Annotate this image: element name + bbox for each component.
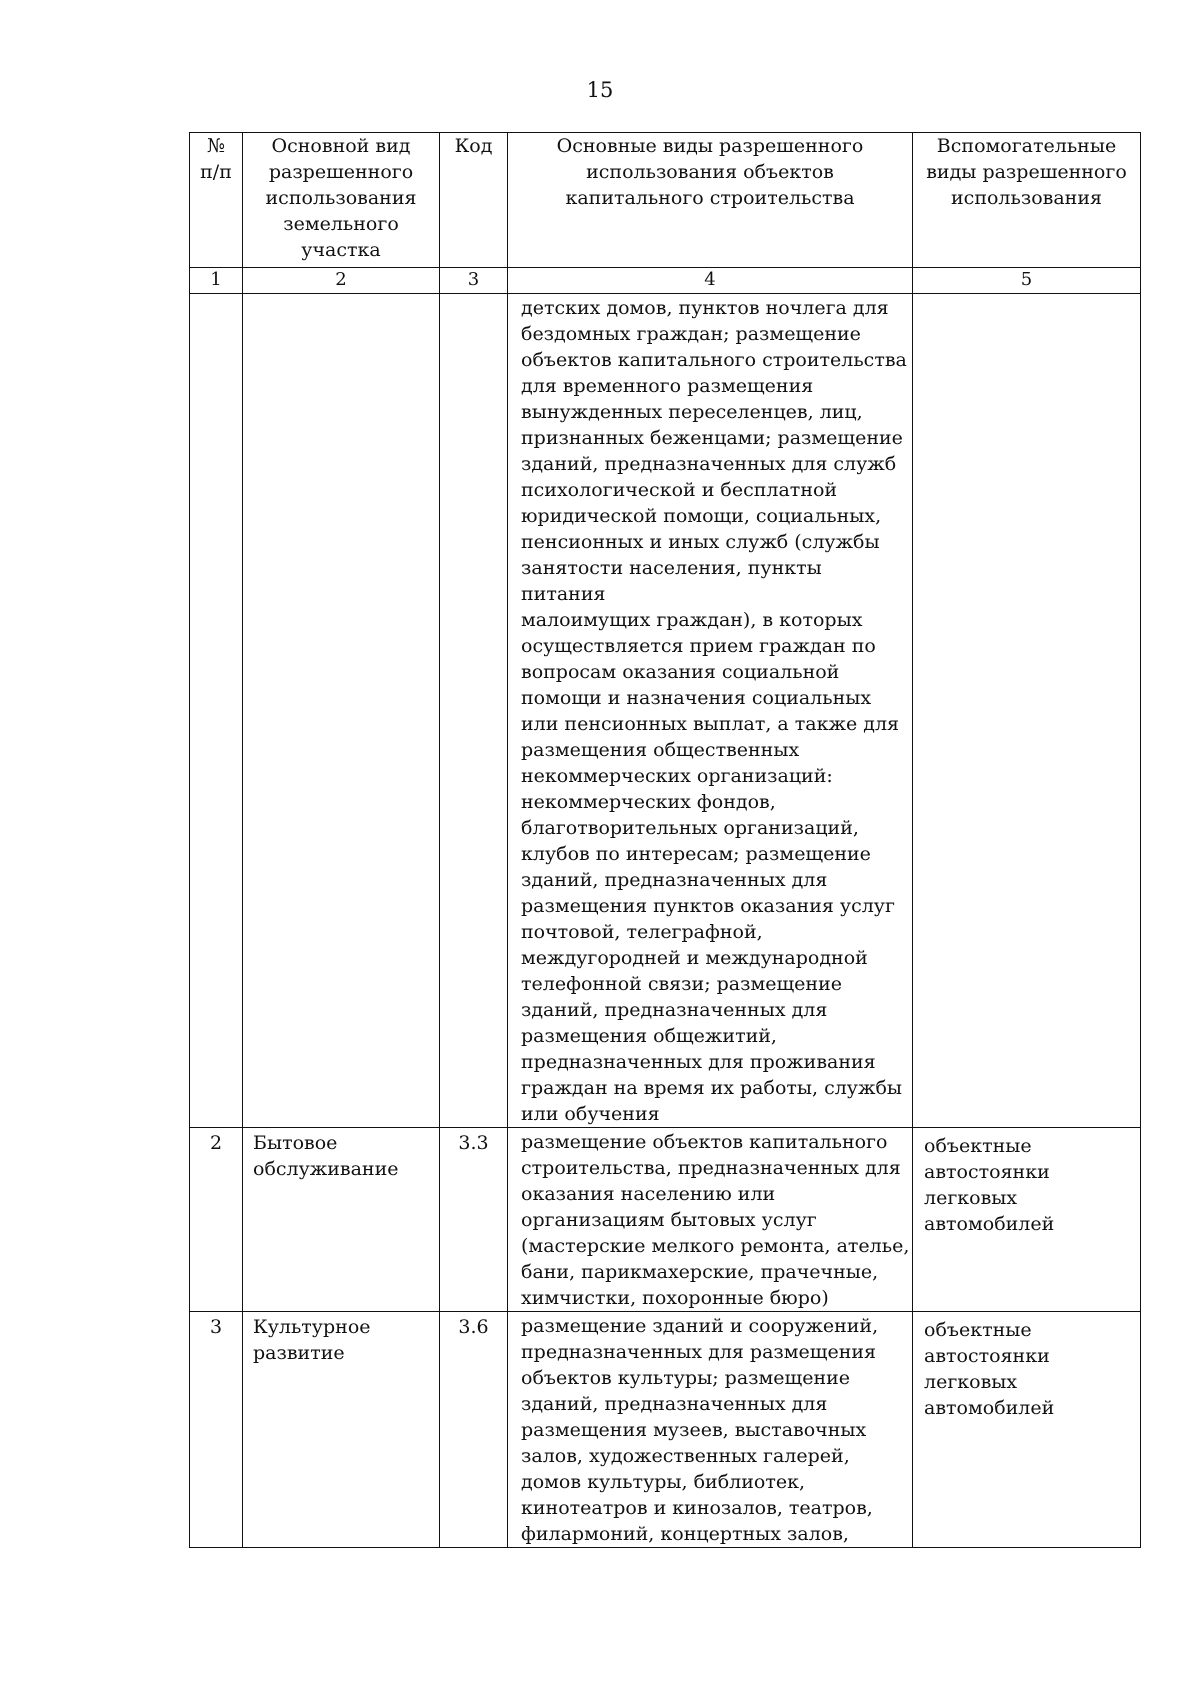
main-use-description-cell: размещение зданий и сооружений, предназначенных для размещения объектов культуры; размещение зданий, предназначенных для размещения музеев, выставочных залов, художественных галерей, домов культуры, библиотек, кинотеатров и кинозалов, театров, филармоний, концертных залов, [508,1312,913,1548]
code-cell [440,294,508,1128]
auxiliary-use-cell: объектные автостоянки легковых автомобилей [913,1128,1141,1312]
table-row [190,1128,1141,1312]
row-number-cell: 3 [190,1312,243,1548]
auxiliary-use-cell: объектные автостоянки легковых автомобилей [913,1312,1141,1548]
row-number-cell [190,294,243,1128]
land-use-table [189,132,1141,1548]
column-number: 2 [243,268,440,294]
main-use-description-cell: детских домов, пунктов ночлега для бездомных граждан; размещение объектов капитального строительства для временного размещения вынужденных переселенцев, лиц, признанных беженцами; размещение зданий, предназначенных для служб психологической и бесплатной юридической помощи, социальных, пенсионных и иных служб (службы занятости населения, пункты питания малоимущих граждан), в которых осуществляется прием граждан по вопросам оказания социальной помощи и назначения социальных или пенсионных выплат, а также для размещения общественных некоммерческих организаций: некоммерческих фондов, благотворительных организаций, клубов по интересам; размещение зданий, предназначенных для размещения пунктов оказания услуг почтовой, телеграфной, междугородней и международной телефонной связи; размещение зданий, предназначенных для размещения общежитий, предназначенных для проживания граждан на время их работы, службы или обучения [508,294,913,1128]
header-code: Код [440,133,508,268]
column-number: 5 [913,268,1141,294]
main-use-description-cell: размещение объектов капитального строительства, предназначенных для оказания населению или организациям бытовых услуг (мастерские мелкого ремонта, ателье, бани, парикмахерские, прачечные, химчистки, похоронные бюро) [508,1128,913,1312]
land-use-name-cell: Культурное развитие [243,1312,440,1548]
header-main-construction-use: Основные виды разрешенного использования объектов капитального строительства [508,133,913,268]
table-header-row [190,133,1141,268]
table-row [190,1312,1141,1548]
header-auxiliary-use: Вспомогательные виды разрешенного использования [913,133,1141,268]
table-row [190,294,1141,1128]
column-number: 1 [190,268,243,294]
column-number-row [190,268,1141,294]
column-number: 4 [508,268,913,294]
header-main-land-use: Основной вид разрешенного использования земельного участка [243,133,440,268]
row-number-cell: 2 [190,1128,243,1312]
land-use-name-cell [243,294,440,1128]
code-cell: 3.3 [440,1128,508,1312]
land-use-name-cell: Бытовое обслуживание [243,1128,440,1312]
code-cell: 3.6 [440,1312,508,1548]
header-number: № п/п [190,133,243,268]
column-number: 3 [440,268,508,294]
auxiliary-use-cell [913,294,1141,1128]
page-number: 15 [586,78,614,102]
